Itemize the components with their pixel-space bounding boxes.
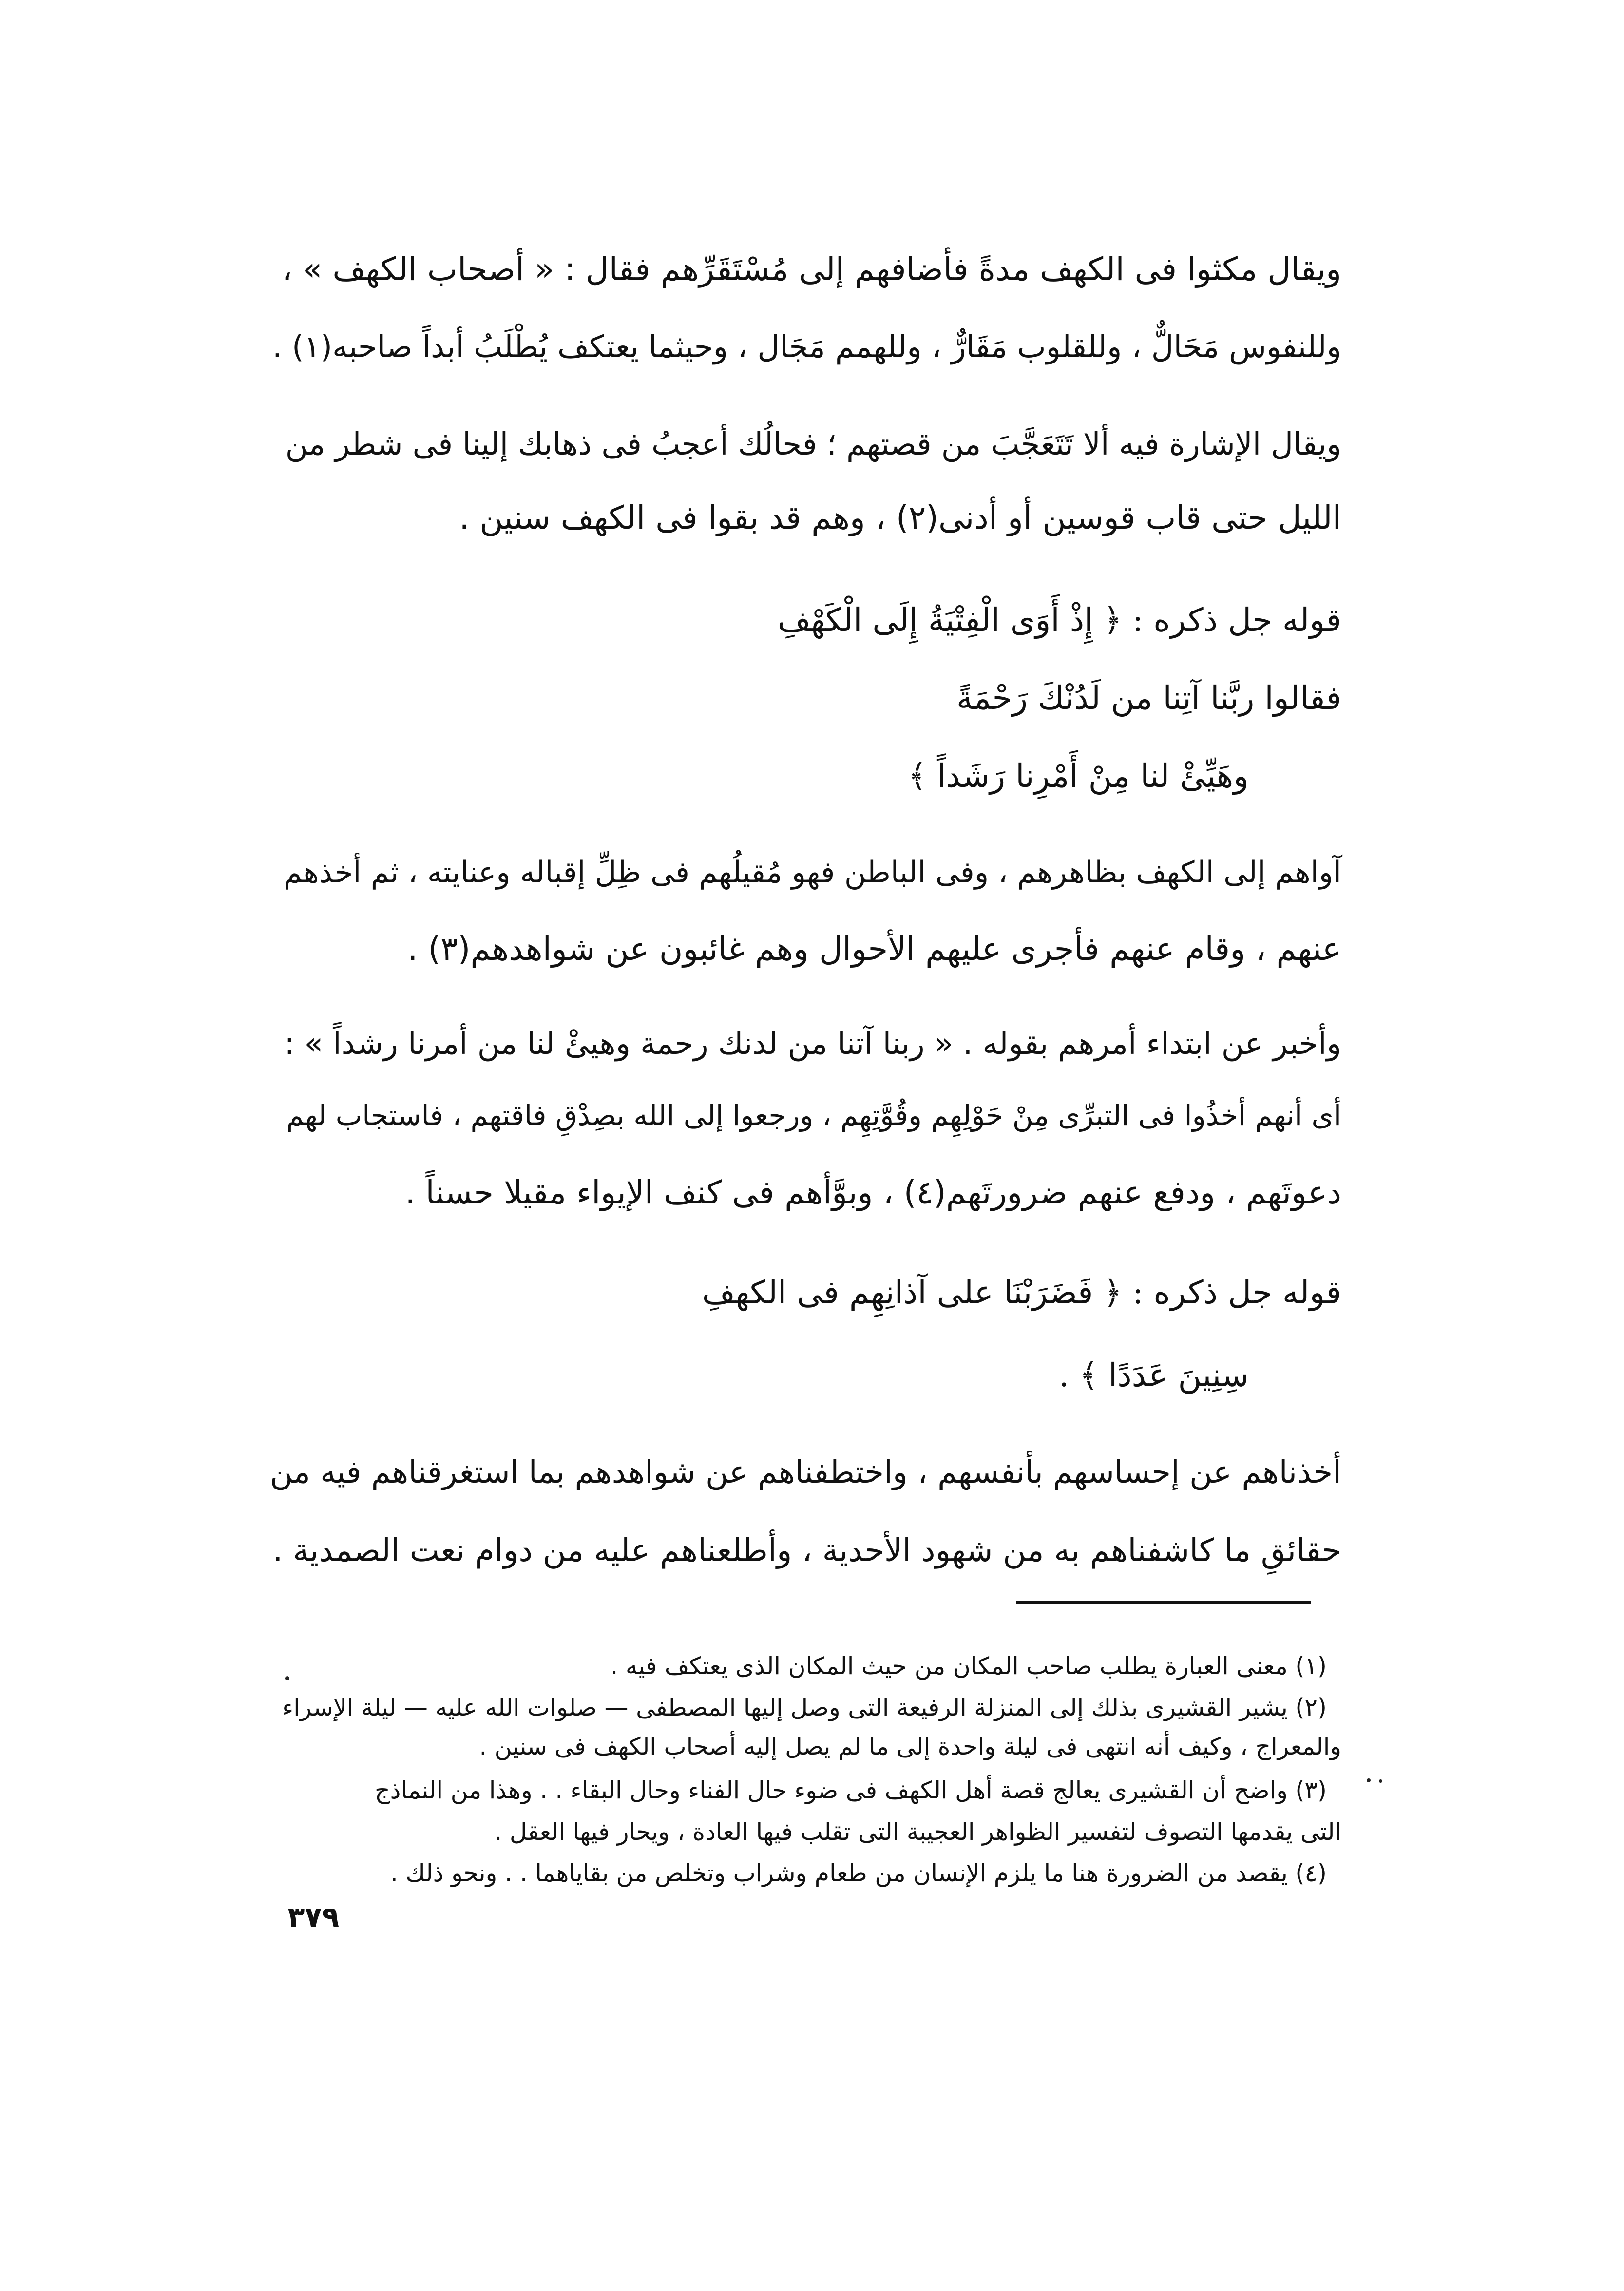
paragraph-5-line-2: أى أنهم أخذُوا فى التبرِّى مِنْ حَوْلِهِم وقُوَّتِهِم ، ورجعوا إلى الله بصِدْقِ فاقتهم ، فاستجاب لهم [286,1099,1341,1132]
footnote-1: (١) معنى العبارة يطلب صاحب المكان من حيث المكان الذى يعتكف فيه . [610,1652,1327,1680]
paragraph-4-line-2: عنهم ، وقام عنهم فأجرى عليهم الأحوال وهم غائبون عن شواهدهم(٣) . [407,930,1341,968]
verse-1-line-2: فقالوا ربَّنا آتِنا من لَدُنْكَ رَحْمَةً [956,679,1341,717]
scan-speck [1379,1779,1382,1783]
verse-1-line-3: وهَيِّئْ لنا مِنْ أَمْرِنا رَشَداً ﴾ [908,757,1249,795]
paragraph-4-line-1: آواهم إلى الكهف بظاهرهم ، وفى الباطن فهو مُقيلُهم فى ظِلِّ إقباله وعنايته ، ثم أخذهم [283,855,1341,890]
verse-1-line-1: قوله جل ذكره : ﴿ إِذْ أَوَى الْفِتْيَةُ إِلَى الْكَهْفِ [777,601,1341,639]
paragraph-1-line-1: ويقال مكثوا فى الكهف مدةً فأضافهم إلى مُسْتَقَرِّهم فقال : « أصحاب الكهف » ، [282,250,1341,288]
paragraph-7-line-1: أخذناهم عن إحساسهم بأنفسهم ، واختطفناهم عن شواهدهم بما استغرقناهم فيه من [269,1454,1341,1490]
scan-speck [1367,1778,1371,1782]
scan-speck [285,1676,289,1680]
verse-2-line-2: سِنِينَ عَدَدًا ﴾ . [1059,1356,1249,1394]
paragraph-2-line-2: الليل حتى قاب قوسين أو أدنى(٢) ، وهم قد بقوا فى الكهف سنين . [459,499,1341,536]
paragraph-7-line-2: حقائقِ ما كاشفناهم به من شهود الأحدية ، وأطلعناهم عليه من دوام نعت الصمدية . [272,1532,1341,1569]
footnote-2-line-2: والمعراج ، وكيف أنه انتهى فى ليلة واحدة إلى ما لم يصل إليه أصحاب الكهف فى سنين . [479,1733,1341,1760]
paragraph-5-line-1: وأخبر عن ابتداء أمرهم بقوله . « ربنا آتنا من لدنك رحمة وهيئْ لنا من أمرنا رشداً » : [284,1026,1341,1061]
page-number: ٣٧٩ [287,1900,340,1933]
paragraph-1-line-2: وللنفوس مَحَالٌّ ، وللقلوب مَقَارٌّ ، وللهمم مَجَال ، وحيثما يعتكف يُطْلَبُ أبداً صاحبه(١) . [272,329,1341,364]
footnote-3-line-2: التى يقدمها التصوف لتفسير الظواهر العجيبة التى تقلب فيها العادة ، ويحار فيها العقل . [494,1818,1341,1846]
footnote-3-line-1: (٣) واضح أن القشيرى يعالج قصة أهل الكهف فى ضوء حال الفناء وحال البقاء . . وهذا من النماذج [375,1776,1327,1804]
paragraph-5-line-3: دعوتَهم ، ودفع عنهم ضرورتَهم(٤) ، وبوَّأهم فى كنف الإيواء مقيلا حسناً . [405,1174,1341,1211]
verse-2-line-1: قوله جل ذكره : ﴿ فَضَرَبْنَا على آذانِهِم فى الكهفِ [702,1274,1341,1311]
footnote-separator [1016,1601,1311,1604]
footnote-4: (٤) يقصد من الضرورة هنا ما يلزم الإنسان من طعام وشراب وتخلص من بقاياهما . . ونحو ذلك . [390,1859,1327,1887]
footnote-2-line-1: (٢) يشير القشيرى بذلك إلى المنزلة الرفيعة التى وصل إليها المصطفى — صلوات الله عليه — ليلة الإسراء [282,1694,1327,1721]
paragraph-2-line-1: ويقال الإشارة فيه ألا تَتَعَجَّبَ من قصتهم ؛ فحالُك أعجبُ فى ذهابك إلينا فى شطر من [285,426,1341,462]
